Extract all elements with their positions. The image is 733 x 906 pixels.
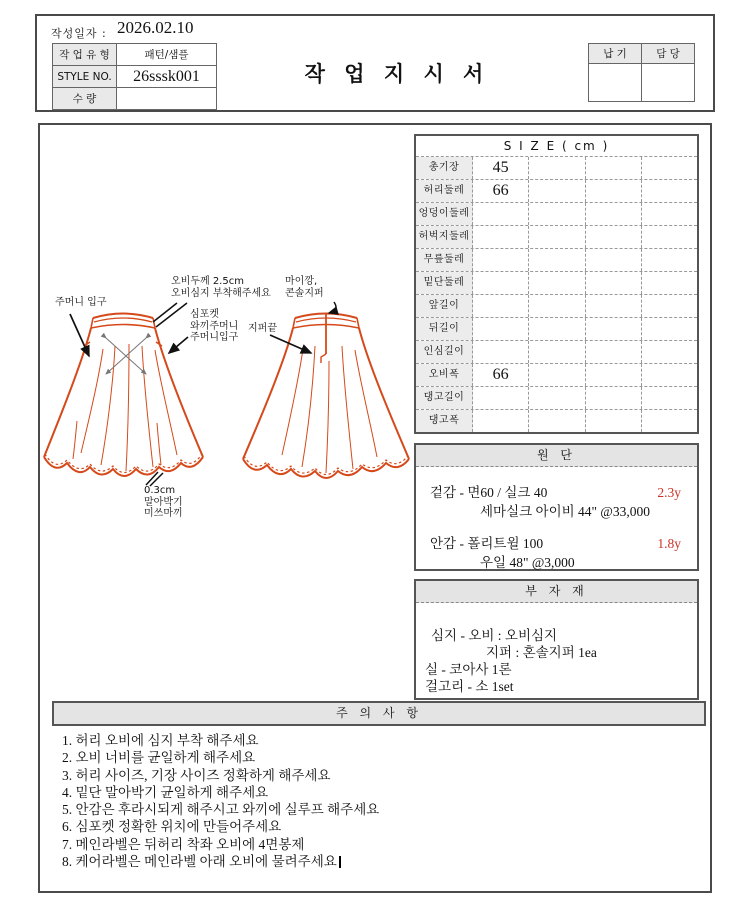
annotation-text: 미쓰마끼	[144, 508, 183, 519]
size-cell[interactable]	[585, 387, 641, 409]
size-cell[interactable]	[585, 364, 641, 386]
size-cell[interactable]	[585, 157, 641, 179]
style-no-label: STYLE NO.	[53, 66, 117, 88]
annotation-text: 주머니 입구	[55, 297, 107, 308]
size-cell[interactable]	[528, 249, 584, 271]
trim-line: 실 - 코아사 1론	[425, 662, 512, 677]
size-cell[interactable]	[641, 318, 697, 340]
size-cell[interactable]	[641, 157, 697, 179]
size-cell[interactable]	[473, 295, 528, 317]
size-table	[414, 134, 699, 434]
trims-title: 부 자 재	[416, 581, 697, 603]
quantity-value[interactable]	[117, 88, 217, 110]
annotation-text: 마이깡,	[285, 276, 318, 287]
size-cell[interactable]	[528, 410, 584, 432]
size-row-label: 오비폭	[416, 364, 473, 386]
size-cell[interactable]: 45	[492, 159, 509, 176]
size-table-row	[416, 294, 697, 317]
fabric-panel	[414, 443, 699, 571]
page-title: 작 업 지 시 서	[304, 62, 490, 86]
size-cell[interactable]	[585, 203, 641, 225]
delivery-value[interactable]	[589, 64, 642, 102]
table-row	[589, 44, 695, 64]
annotation-text: 콘솔지퍼	[285, 287, 324, 299]
size-cell[interactable]	[641, 249, 697, 271]
caution-item: 1. 허리 오비에 심지 부착 해주세요	[62, 733, 259, 748]
trim-line: 지퍼 : 혼솔지퍼 1ea	[486, 645, 597, 660]
date-label: 작성일자 :	[51, 27, 107, 40]
size-table-row	[416, 156, 697, 179]
size-row-label: 댕고폭	[416, 410, 473, 432]
fabric-lining-detail: 우일 48" @3,000	[480, 555, 575, 570]
caution-item: 6. 심포켓 정확한 위치에 만들어주세요	[62, 819, 282, 835]
work-type-value[interactable]: 패턴/샘플	[117, 44, 217, 66]
size-cell[interactable]	[641, 203, 697, 225]
header-box	[35, 14, 715, 112]
annotation-pocket-opening	[55, 297, 106, 309]
fabric-item-lining	[430, 534, 697, 572]
annotation-zipper-end	[248, 323, 277, 335]
size-cell[interactable]	[641, 295, 697, 317]
trims-lines	[416, 603, 697, 695]
size-table-row	[416, 409, 697, 432]
table-row	[53, 44, 217, 66]
size-cell[interactable]	[641, 364, 697, 386]
delivery-label: 납 기	[589, 44, 642, 64]
annotation-waistband-note	[171, 276, 271, 299]
annotation-text: 심포켓	[190, 309, 219, 320]
size-row-label: 앞길이	[416, 295, 473, 317]
caution-item: 5. 안감은 후라시되게 해주시고 와끼에 실루프 해주세요	[62, 802, 380, 818]
size-cell[interactable]	[585, 318, 641, 340]
size-table-row	[416, 363, 697, 386]
caution-item: 4. 밑단 말아박기 균일하게 해주세요	[62, 784, 269, 800]
delivery-manager-table	[588, 43, 695, 102]
main-sheet	[38, 123, 712, 893]
fabric-title: 원 단	[416, 445, 697, 467]
caution-item: 2. 오비 너비를 균일하게 해주세요	[62, 750, 256, 766]
work-type-label: 작 업 유 형	[53, 44, 117, 66]
size-cell[interactable]: 66	[492, 366, 509, 383]
size-table-row	[416, 317, 697, 340]
trim-line: 심지 - 오비 : 오비심지	[431, 628, 558, 643]
cautions-header: 주 의 사 항	[52, 701, 706, 726]
size-cell[interactable]	[641, 180, 697, 202]
fabric-shell-yardage: 2.3y	[657, 485, 681, 500]
annotation-hook-zipper	[285, 276, 324, 299]
skirt-back-sketch	[243, 313, 409, 478]
size-row-label: 밑단둘레	[416, 272, 473, 294]
date-value[interactable]: 2026.02.10	[117, 18, 194, 37]
size-cell[interactable]	[528, 318, 584, 340]
size-table-row	[416, 386, 697, 409]
size-cell[interactable]: 66	[492, 182, 509, 199]
size-cell[interactable]	[528, 341, 584, 363]
fabric-shell-detail: 세마실크 아이비 44" @33,000	[480, 504, 650, 519]
annotation-text: 말아박기	[144, 496, 183, 508]
cautions-list	[62, 732, 379, 870]
size-table-row	[416, 202, 697, 225]
size-cell[interactable]	[473, 410, 528, 432]
fabric-lining-desc: 안감 - 폴리트윌 100	[430, 536, 544, 551]
annotation-text: 0.3cm	[144, 485, 176, 496]
size-cell[interactable]	[528, 180, 584, 202]
annotation-text: 오비두께 2.5cm	[171, 276, 244, 287]
size-cell[interactable]	[473, 203, 528, 225]
size-cell[interactable]	[528, 272, 584, 294]
size-cell[interactable]	[473, 226, 528, 248]
table-row	[53, 88, 217, 110]
annotation-text: 오비심지 부착해주세요	[171, 287, 271, 299]
size-cell[interactable]	[641, 387, 697, 409]
fabric-item-shell	[430, 483, 697, 521]
size-cell[interactable]	[528, 295, 584, 317]
size-table-row	[416, 179, 697, 202]
caution-item: 8. 케어라벨은 메인라벨 아래 오비에 물려주세요	[62, 853, 379, 870]
trim-line: 걸고리 - 소 1set	[425, 679, 514, 694]
caution-item: 3. 허리 사이즈, 기장 사이즈 정확하게 해주세요	[62, 767, 331, 783]
size-row-label: 엉덩이둘레	[416, 203, 473, 225]
size-cell[interactable]	[585, 272, 641, 294]
size-row-label: 무릎둘레	[416, 249, 473, 271]
annotation-text: 지퍼끝	[248, 323, 277, 334]
manager-value[interactable]	[642, 64, 695, 102]
size-cell[interactable]	[528, 226, 584, 248]
size-cell[interactable]	[473, 341, 528, 363]
size-cell[interactable]	[473, 387, 528, 409]
size-cell[interactable]	[473, 249, 528, 271]
size-table-row	[416, 225, 697, 248]
annotation-hem-note	[144, 485, 183, 520]
size-cell[interactable]	[473, 272, 528, 294]
size-cell[interactable]	[641, 410, 697, 432]
text-cursor	[339, 856, 341, 868]
size-table-body	[416, 156, 697, 432]
size-cell[interactable]	[528, 203, 584, 225]
size-cell[interactable]	[473, 318, 528, 340]
size-row-label: 뒤길이	[416, 318, 473, 340]
style-no-value[interactable]: 26sssk001	[117, 66, 217, 88]
size-cell[interactable]	[585, 410, 641, 432]
size-row-label: 인심길이	[416, 341, 473, 363]
size-cell[interactable]	[641, 272, 697, 294]
size-cell[interactable]	[641, 341, 697, 363]
size-cell[interactable]	[528, 364, 584, 386]
annotation-text: 주머니입구	[190, 332, 239, 343]
skirt-front-sketch	[44, 314, 203, 477]
work-info-table	[52, 43, 217, 110]
size-cell[interactable]	[641, 226, 697, 248]
fabric-content	[416, 467, 697, 572]
size-table-row	[416, 248, 697, 271]
annotation-seam-pocket	[190, 309, 238, 344]
fabric-lining-yardage: 1.8y	[657, 536, 681, 551]
manager-label: 담 당	[642, 44, 695, 64]
size-cell[interactable]	[585, 341, 641, 363]
fabric-shell-desc: 겉감 - 면60 / 실크 40	[430, 485, 548, 500]
size-row-label: 허리둘레	[416, 180, 473, 202]
size-cell[interactable]	[585, 226, 641, 248]
size-table-row	[416, 271, 697, 294]
size-cell[interactable]	[528, 157, 584, 179]
size-cell[interactable]	[585, 249, 641, 271]
table-row	[53, 66, 217, 88]
size-row-label: 허벅지둘레	[416, 226, 473, 248]
size-table-row	[416, 340, 697, 363]
annotation-text: 와끼주머니	[190, 320, 239, 332]
quantity-label: 수 량	[53, 88, 117, 110]
trims-panel	[414, 579, 699, 700]
size-cell[interactable]	[585, 180, 641, 202]
size-table-title: S I Z E ( cm )	[503, 139, 610, 153]
size-row-label: 댕고길이	[416, 387, 473, 409]
caution-item: 7. 메인라벨은 뒤허리 착좌 오비에 4면봉제	[62, 836, 305, 852]
table-row	[589, 64, 695, 102]
grain-arrows	[106, 338, 146, 374]
size-cell[interactable]	[585, 295, 641, 317]
size-row-label: 총기장	[416, 157, 473, 179]
size-cell[interactable]	[528, 387, 584, 409]
